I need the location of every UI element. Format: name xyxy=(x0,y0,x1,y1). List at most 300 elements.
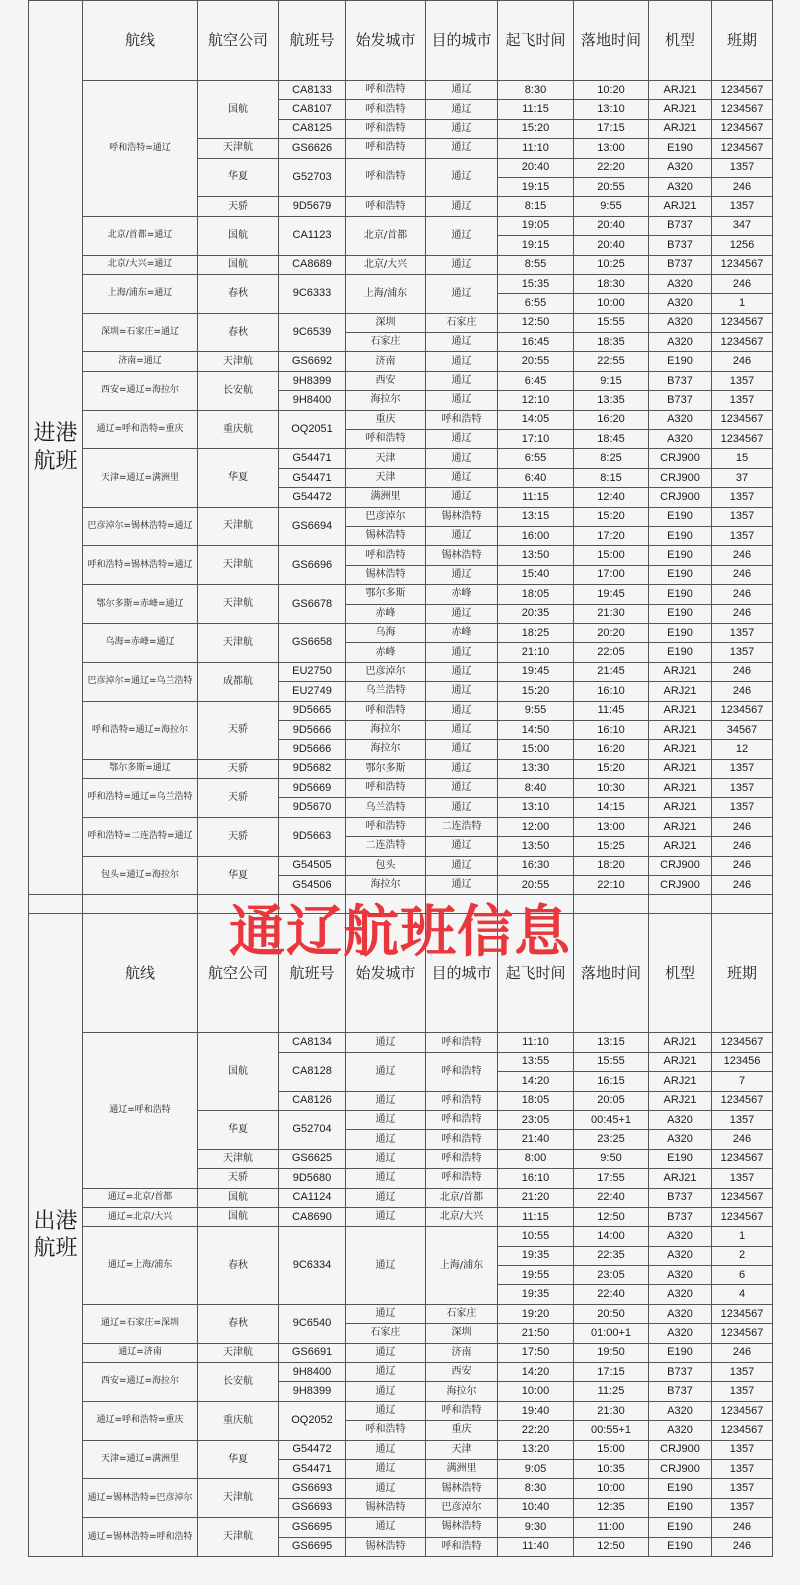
destination-city: 通辽 xyxy=(426,856,498,875)
aircraft-type: CRJ900 xyxy=(649,856,712,875)
schedule-days: 15 xyxy=(712,449,773,468)
aircraft-type: E190 xyxy=(649,623,712,642)
schedule-days: 246 xyxy=(712,1537,773,1556)
column-header: 落地时间 xyxy=(574,1,649,81)
departure-time: 20:55 xyxy=(498,876,574,895)
flight-number: 9D5670 xyxy=(279,798,346,817)
arrival-time: 8:25 xyxy=(574,449,649,468)
flight-number: G54471 xyxy=(279,468,346,487)
schedule-days: 1357 xyxy=(712,623,773,642)
arrival-time: 10:00 xyxy=(574,294,649,313)
route-cell: 通辽=呼和浩特=重庆 xyxy=(83,410,198,449)
airline-cell: 华夏 xyxy=(198,1440,279,1479)
destination-city: 通辽 xyxy=(426,430,498,449)
column-header: 起飞时间 xyxy=(498,914,574,1033)
schedule-days: 1234567 xyxy=(712,100,773,119)
aircraft-type: B737 xyxy=(649,236,712,255)
origin-city: 通辽 xyxy=(346,1479,426,1498)
origin-city: 呼和浩特 xyxy=(346,197,426,216)
destination-city: 石家庄 xyxy=(426,313,498,332)
departure-time: 13:10 xyxy=(498,798,574,817)
arrival-time: 11:00 xyxy=(574,1518,649,1537)
flight-row xyxy=(29,856,773,875)
arrival-time: 10:25 xyxy=(574,255,649,274)
destination-city: 通辽 xyxy=(426,662,498,681)
departure-time: 14:20 xyxy=(498,1363,574,1382)
aircraft-type: E190 xyxy=(649,546,712,565)
origin-city: 锡林浩特 xyxy=(346,1498,426,1517)
flight-number: 9C6334 xyxy=(279,1227,346,1305)
schedule-days: 1357 xyxy=(712,779,773,798)
schedule-days: 1357 xyxy=(712,1460,773,1479)
airline-cell: 天津航 xyxy=(198,1479,279,1518)
departure-time: 13:30 xyxy=(498,759,574,778)
schedule-days: 1234567 xyxy=(712,1091,773,1110)
schedule-days: 1234567 xyxy=(712,1149,773,1168)
arrival-time: 22:05 xyxy=(574,643,649,662)
origin-city: 通辽 xyxy=(346,1207,426,1226)
destination-city: 通辽 xyxy=(426,565,498,584)
aircraft-type: E190 xyxy=(649,139,712,158)
flight-number: 9D5665 xyxy=(279,701,346,720)
departure-time: 21:20 xyxy=(498,1188,574,1207)
arrival-time: 10:00 xyxy=(574,1479,649,1498)
flight-number: GS6658 xyxy=(279,623,346,662)
route-cell: 呼和浩特=锡林浩特=通辽 xyxy=(83,546,198,585)
aircraft-type: ARJ21 xyxy=(649,1072,712,1091)
aircraft-type: ARJ21 xyxy=(649,119,712,138)
arrival-time: 22:10 xyxy=(574,876,649,895)
destination-city: 通辽 xyxy=(426,526,498,545)
arrival-time: 15:20 xyxy=(574,759,649,778)
flight-row xyxy=(29,759,773,778)
flight-number: CA8690 xyxy=(279,1207,346,1226)
flight-row xyxy=(29,1227,773,1246)
flight-row xyxy=(29,313,773,332)
route-cell: 北京/首都=通辽 xyxy=(83,216,198,255)
schedule-days: 246 xyxy=(712,1343,773,1362)
flight-number: GS6626 xyxy=(279,139,346,158)
flight-number: 9C6540 xyxy=(279,1304,346,1343)
flight-row xyxy=(29,216,773,235)
destination-city: 呼和浩特 xyxy=(426,1033,498,1052)
origin-city: 锡林浩特 xyxy=(346,565,426,584)
schedule-days: 246 xyxy=(712,177,773,196)
route-cell: 鄂尔多斯=通辽 xyxy=(83,759,198,778)
origin-city: 呼和浩特 xyxy=(346,139,426,158)
route-cell: 乌海=赤峰=通辽 xyxy=(83,623,198,662)
aircraft-type: ARJ21 xyxy=(649,662,712,681)
column-header: 航班号 xyxy=(279,1,346,81)
aircraft-type: ARJ21 xyxy=(649,720,712,739)
departure-time: 11:10 xyxy=(498,1033,574,1052)
arrival-time: 20:40 xyxy=(574,236,649,255)
flight-number: G54505 xyxy=(279,856,346,875)
arrival-time: 14:15 xyxy=(574,798,649,817)
departure-time: 9:05 xyxy=(498,1460,574,1479)
origin-city: 包头 xyxy=(346,856,426,875)
flight-row xyxy=(29,1518,773,1537)
flight-row xyxy=(29,1343,773,1362)
schedule-days: 1234567 xyxy=(712,430,773,449)
flight-number: 9H8399 xyxy=(279,1382,346,1401)
origin-city: 鄂尔多斯 xyxy=(346,585,426,604)
arrival-time: 15:55 xyxy=(574,1052,649,1071)
departure-time: 15:40 xyxy=(498,565,574,584)
departure-time: 19:45 xyxy=(498,662,574,681)
origin-city: 通辽 xyxy=(346,1382,426,1401)
departure-time: 19:15 xyxy=(498,236,574,255)
destination-city: 通辽 xyxy=(426,604,498,623)
flight-row xyxy=(29,1401,773,1420)
schedule-days: 246 xyxy=(712,682,773,701)
flight-number: GS6691 xyxy=(279,1343,346,1362)
destination-city: 通辽 xyxy=(426,449,498,468)
route-cell: 通辽=北京/大兴 xyxy=(83,1207,198,1226)
departure-time: 15:20 xyxy=(498,119,574,138)
arrival-time: 20:50 xyxy=(574,1304,649,1323)
arrival-time: 10:30 xyxy=(574,779,649,798)
origin-city: 重庆 xyxy=(346,410,426,429)
departure-time: 13:20 xyxy=(498,1440,574,1459)
aircraft-type: A320 xyxy=(649,158,712,177)
aircraft-type: A320 xyxy=(649,1324,712,1343)
arrival-time: 16:15 xyxy=(574,1072,649,1091)
schedule-days: 246 xyxy=(712,585,773,604)
origin-city: 北京/大兴 xyxy=(346,255,426,274)
column-header: 始发城市 xyxy=(346,914,426,1033)
aircraft-type: CRJ900 xyxy=(649,449,712,468)
departure-time: 19:35 xyxy=(498,1246,574,1265)
flight-number: 9H8400 xyxy=(279,391,346,410)
aircraft-type: E190 xyxy=(649,565,712,584)
flight-number: CA8689 xyxy=(279,255,346,274)
flight-number: GS6695 xyxy=(279,1537,346,1556)
aircraft-type: E190 xyxy=(649,507,712,526)
flight-row xyxy=(29,623,773,642)
schedule-days: 37 xyxy=(712,468,773,487)
destination-city: 通辽 xyxy=(426,682,498,701)
flight-number: GS6695 xyxy=(279,1518,346,1537)
airline-cell: 春秋 xyxy=(198,1227,279,1305)
column-header: 航空公司 xyxy=(198,1,279,81)
destination-city: 呼和浩特 xyxy=(426,1052,498,1091)
aircraft-type: A320 xyxy=(649,1421,712,1440)
origin-city: 巴彦淖尔 xyxy=(346,507,426,526)
outbound-section-label: 出港航班 xyxy=(29,914,83,1557)
flight-number: GS6693 xyxy=(279,1479,346,1498)
destination-city: 通辽 xyxy=(426,643,498,662)
departure-time: 19:20 xyxy=(498,1304,574,1323)
airline-cell: 春秋 xyxy=(198,313,279,352)
schedule-days: 1234567 xyxy=(712,81,773,100)
flight-number: G54506 xyxy=(279,876,346,895)
airline-cell: 国航 xyxy=(198,1033,279,1111)
origin-city: 通辽 xyxy=(346,1169,426,1188)
airline-cell: 天津航 xyxy=(198,1149,279,1168)
schedule-days: 1 xyxy=(712,1227,773,1246)
flight-number: 9D5682 xyxy=(279,759,346,778)
schedule-days: 1234567 xyxy=(712,1401,773,1420)
aircraft-type: E190 xyxy=(649,1343,712,1362)
route-cell: 通辽=济南 xyxy=(83,1343,198,1362)
origin-city: 呼和浩特 xyxy=(346,100,426,119)
arrival-time: 15:00 xyxy=(574,546,649,565)
schedule-days: 1357 xyxy=(712,1498,773,1517)
origin-city: 呼和浩特 xyxy=(346,817,426,836)
column-header: 班期 xyxy=(712,914,773,1033)
destination-city: 通辽 xyxy=(426,759,498,778)
arrival-time: 18:30 xyxy=(574,274,649,293)
column-header: 机型 xyxy=(649,1,712,81)
aircraft-type: ARJ21 xyxy=(649,701,712,720)
arrival-time: 12:35 xyxy=(574,1498,649,1517)
flight-row xyxy=(29,352,773,371)
route-cell: 通辽=呼和浩特=重庆 xyxy=(83,1401,198,1440)
arrival-time: 12:40 xyxy=(574,488,649,507)
flight-number: CA8107 xyxy=(279,100,346,119)
flight-row xyxy=(29,585,773,604)
destination-city: 海拉尔 xyxy=(426,1382,498,1401)
aircraft-type: ARJ21 xyxy=(649,759,712,778)
departure-time: 14:05 xyxy=(498,410,574,429)
origin-city: 上海/浦东 xyxy=(346,274,426,313)
origin-city: 通辽 xyxy=(346,1363,426,1382)
aircraft-type: B737 xyxy=(649,216,712,235)
column-header: 始发城市 xyxy=(346,1,426,81)
departure-time: 21:40 xyxy=(498,1130,574,1149)
schedule-days: 1234567 xyxy=(712,1207,773,1226)
departure-time: 10:40 xyxy=(498,1498,574,1517)
aircraft-type: ARJ21 xyxy=(649,798,712,817)
route-cell: 西安=通辽=海拉尔 xyxy=(83,1363,198,1402)
airline-cell: 春秋 xyxy=(198,274,279,313)
aircraft-type: A320 xyxy=(649,177,712,196)
aircraft-type: CRJ900 xyxy=(649,468,712,487)
arrival-time: 22:20 xyxy=(574,158,649,177)
arrival-time: 16:10 xyxy=(574,682,649,701)
column-header: 机型 xyxy=(649,914,712,1033)
origin-city: 锡林浩特 xyxy=(346,526,426,545)
departure-time: 15:00 xyxy=(498,740,574,759)
schedule-days: 2 xyxy=(712,1246,773,1265)
destination-city: 通辽 xyxy=(426,158,498,197)
column-header: 班期 xyxy=(712,1,773,81)
column-header: 航空公司 xyxy=(198,914,279,1033)
origin-city: 呼和浩特 xyxy=(346,701,426,720)
airline-cell: 天津航 xyxy=(198,1518,279,1557)
destination-city: 通辽 xyxy=(426,876,498,895)
column-header: 目的城市 xyxy=(426,914,498,1033)
aircraft-type: B737 xyxy=(649,391,712,410)
destination-city: 锡林浩特 xyxy=(426,1479,498,1498)
flight-number: GS6694 xyxy=(279,507,346,546)
departure-time: 19:35 xyxy=(498,1285,574,1304)
route-cell: 鄂尔多斯=赤峰=通辽 xyxy=(83,585,198,624)
origin-city: 通辽 xyxy=(346,1440,426,1459)
departure-time: 18:05 xyxy=(498,1091,574,1110)
schedule-days: 12 xyxy=(712,740,773,759)
flight-number: GS6692 xyxy=(279,352,346,371)
flight-number: EU2750 xyxy=(279,662,346,681)
route-cell: 西安=通辽=海拉尔 xyxy=(83,371,198,410)
destination-city: 深圳 xyxy=(426,1324,498,1343)
origin-city: 呼和浩特 xyxy=(346,430,426,449)
destination-city: 西安 xyxy=(426,1363,498,1382)
origin-city: 天津 xyxy=(346,468,426,487)
schedule-days: 1 xyxy=(712,294,773,313)
origin-city: 通辽 xyxy=(346,1033,426,1052)
arrival-time: 15:00 xyxy=(574,1440,649,1459)
arrival-time: 10:20 xyxy=(574,81,649,100)
arrival-time: 16:20 xyxy=(574,410,649,429)
schedule-days: 1234567 xyxy=(712,119,773,138)
departure-time: 11:15 xyxy=(498,1207,574,1226)
flight-number: CA8134 xyxy=(279,1033,346,1052)
destination-city: 通辽 xyxy=(426,352,498,371)
schedule-days: 1234567 xyxy=(712,333,773,352)
destination-city: 通辽 xyxy=(426,216,498,255)
schedule-days: 246 xyxy=(712,856,773,875)
destination-city: 通辽 xyxy=(426,81,498,100)
aircraft-type: B737 xyxy=(649,1382,712,1401)
aircraft-type: E190 xyxy=(649,352,712,371)
airline-cell: 国航 xyxy=(198,216,279,255)
column-header: 起飞时间 xyxy=(498,1,574,81)
arrival-time: 20:55 xyxy=(574,177,649,196)
departure-time: 11:40 xyxy=(498,1537,574,1556)
schedule-days: 1234567 xyxy=(712,1188,773,1207)
departure-time: 16:30 xyxy=(498,856,574,875)
destination-city: 通辽 xyxy=(426,488,498,507)
route-cell: 呼和浩特=通辽 xyxy=(83,81,198,217)
destination-city: 巴彦淖尔 xyxy=(426,1498,498,1517)
arrival-time: 15:20 xyxy=(574,507,649,526)
arrival-time: 9:15 xyxy=(574,371,649,390)
schedule-days: 246 xyxy=(712,662,773,681)
route-cell: 巴彦淖尔=锡林浩特=通辽 xyxy=(83,507,198,546)
departure-time: 22:20 xyxy=(498,1421,574,1440)
arrival-time: 13:00 xyxy=(574,817,649,836)
route-cell: 呼和浩特=二连浩特=通辽 xyxy=(83,817,198,856)
schedule-days: 246 xyxy=(712,352,773,371)
origin-city: 济南 xyxy=(346,352,426,371)
schedule-days: 1234567 xyxy=(712,1421,773,1440)
aircraft-type: B737 xyxy=(649,1363,712,1382)
flight-row xyxy=(29,274,773,293)
origin-city: 锡林浩特 xyxy=(346,1537,426,1556)
destination-city: 通辽 xyxy=(426,371,498,390)
destination-city: 重庆 xyxy=(426,1421,498,1440)
schedule-days: 1357 xyxy=(712,1479,773,1498)
departure-time: 11:15 xyxy=(498,100,574,119)
airline-cell: 春秋 xyxy=(198,1304,279,1343)
departure-time: 8:30 xyxy=(498,81,574,100)
departure-time: 20:35 xyxy=(498,604,574,623)
origin-city: 海拉尔 xyxy=(346,391,426,410)
destination-city: 呼和浩特 xyxy=(426,1110,498,1129)
arrival-time: 13:00 xyxy=(574,139,649,158)
schedule-days: 7 xyxy=(712,1072,773,1091)
departure-time: 20:40 xyxy=(498,158,574,177)
origin-city: 乌兰浩特 xyxy=(346,682,426,701)
flight-number: G54472 xyxy=(279,1440,346,1459)
column-header: 航线 xyxy=(83,914,198,1033)
schedule-days: 1234567 xyxy=(712,255,773,274)
arrival-time: 13:10 xyxy=(574,100,649,119)
airline-cell: 天骄 xyxy=(198,779,279,818)
aircraft-type: E190 xyxy=(649,526,712,545)
arrival-time: 21:30 xyxy=(574,1401,649,1420)
origin-city: 通辽 xyxy=(346,1091,426,1110)
departure-time: 6:45 xyxy=(498,371,574,390)
schedule-days: 1357 xyxy=(712,197,773,216)
schedule-days: 1357 xyxy=(712,1110,773,1129)
airline-cell: 成都航 xyxy=(198,662,279,701)
schedule-days: 1234567 xyxy=(712,1304,773,1323)
destination-city: 北京/大兴 xyxy=(426,1207,498,1226)
origin-city: 巴彦淖尔 xyxy=(346,662,426,681)
schedule-days: 246 xyxy=(712,876,773,895)
arrival-time: 15:55 xyxy=(574,313,649,332)
schedule-days: 246 xyxy=(712,1130,773,1149)
route-cell: 北京/大兴=通辽 xyxy=(83,255,198,274)
arrival-time: 14:00 xyxy=(574,1227,649,1246)
destination-city: 通辽 xyxy=(426,119,498,138)
airline-cell: 重庆航 xyxy=(198,1401,279,1440)
aircraft-type: E190 xyxy=(649,604,712,623)
departure-time: 8:30 xyxy=(498,1479,574,1498)
destination-city: 呼和浩特 xyxy=(426,1169,498,1188)
destination-city: 上海/浦东 xyxy=(426,1227,498,1305)
header-row xyxy=(29,1,773,81)
departure-time: 9:30 xyxy=(498,1518,574,1537)
departure-time: 17:50 xyxy=(498,1343,574,1362)
schedule-days: 1256 xyxy=(712,236,773,255)
flight-row xyxy=(29,1188,773,1207)
aircraft-type: ARJ21 xyxy=(649,837,712,856)
schedule-days: 1357 xyxy=(712,643,773,662)
schedule-days: 1234567 xyxy=(712,1324,773,1343)
destination-city: 通辽 xyxy=(426,274,498,313)
airline-cell: 天津航 xyxy=(198,585,279,624)
schedule-days: 1357 xyxy=(712,371,773,390)
destination-city: 济南 xyxy=(426,1343,498,1362)
aircraft-type: A320 xyxy=(649,274,712,293)
flight-number: G54471 xyxy=(279,1460,346,1479)
aircraft-type: CRJ900 xyxy=(649,876,712,895)
arrival-time: 10:35 xyxy=(574,1460,649,1479)
arrival-time: 13:35 xyxy=(574,391,649,410)
flight-row xyxy=(29,81,773,100)
flight-number: 9C6333 xyxy=(279,274,346,313)
origin-city: 呼和浩特 xyxy=(346,546,426,565)
origin-city: 鄂尔多斯 xyxy=(346,759,426,778)
flight-table xyxy=(28,0,773,1557)
aircraft-type: E190 xyxy=(649,1149,712,1168)
schedule-days: 1357 xyxy=(712,391,773,410)
aircraft-type: CRJ900 xyxy=(649,1460,712,1479)
destination-city: 通辽 xyxy=(426,798,498,817)
schedule-days: 1357 xyxy=(712,526,773,545)
arrival-time: 21:30 xyxy=(574,604,649,623)
aircraft-type: A320 xyxy=(649,410,712,429)
schedule-days: 1357 xyxy=(712,488,773,507)
flight-number: EU2749 xyxy=(279,682,346,701)
aircraft-type: ARJ21 xyxy=(649,197,712,216)
aircraft-type: A320 xyxy=(649,1246,712,1265)
aircraft-type: A320 xyxy=(649,1285,712,1304)
